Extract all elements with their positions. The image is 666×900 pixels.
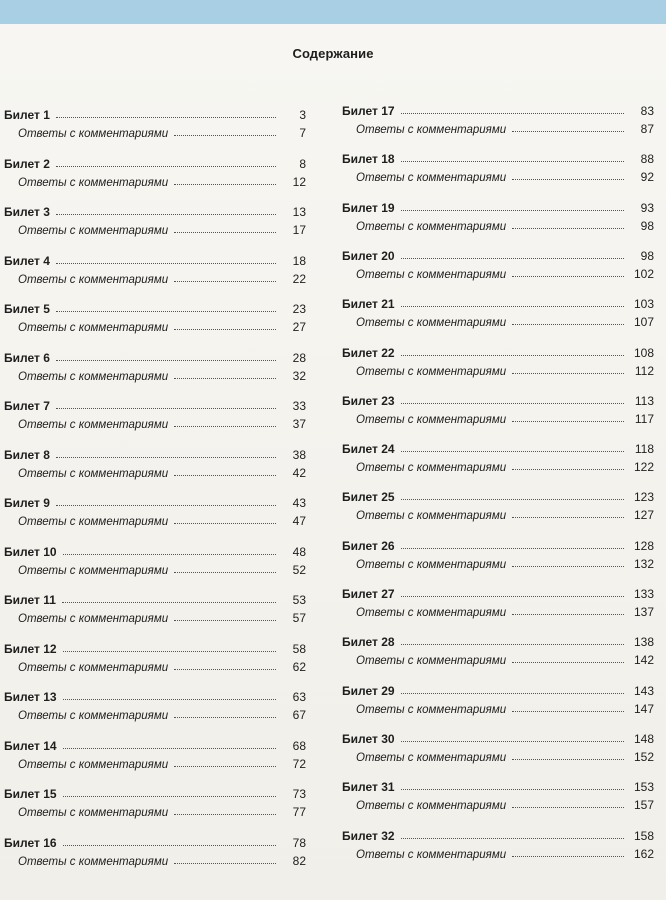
toc-entry (342, 390, 654, 430)
answers-label: Ответы с комментариями (356, 703, 507, 716)
answers-page-number: 17 (292, 223, 306, 237)
toc-answers-line (342, 649, 654, 667)
ticket-page-number: 78 (292, 835, 306, 850)
ticket-label: Билет 8 (4, 447, 50, 462)
toc-answers-line (4, 510, 306, 528)
answers-label: Ответы с комментариями (18, 322, 169, 334)
dot-leader (174, 425, 276, 427)
ticket-label: Билет 15 (4, 787, 57, 801)
dot-leader (512, 758, 624, 760)
answers-label: Ответы с комментариями (18, 613, 169, 625)
dot-leader (401, 257, 624, 259)
toc-entry (4, 638, 306, 678)
toc-entry (4, 395, 306, 435)
answers-page-number: 42 (292, 465, 306, 480)
ticket-page-number: 13 (292, 205, 306, 219)
toc-entry (342, 100, 654, 140)
toc-answers-line (4, 704, 306, 722)
toc-answers-line (342, 408, 654, 426)
answers-label: Ответы с комментариями (18, 855, 169, 868)
dot-leader (512, 227, 624, 229)
ticket-page-number: 8 (299, 156, 306, 171)
answers-label: Ответы с комментариями (18, 564, 169, 577)
toc-ticket-line (4, 589, 306, 607)
toc-entry (4, 250, 306, 290)
toc-entry (4, 153, 306, 193)
dot-leader (401, 595, 624, 597)
toc-ticket-line (342, 438, 654, 456)
answers-page-number: 67 (292, 708, 306, 722)
dot-leader (401, 498, 624, 500)
dot-leader (512, 178, 624, 180)
dot-leader (401, 547, 624, 549)
dot-leader (512, 613, 624, 615)
dot-leader (56, 262, 276, 264)
ticket-label: Билет 22 (342, 345, 395, 360)
dot-leader (63, 553, 276, 555)
toc-answers-line (342, 215, 654, 233)
toc-entry (4, 832, 306, 872)
answers-page-number: 98 (640, 218, 654, 233)
answers-page-number: 7 (299, 126, 306, 140)
ticket-label: Билет 6 (4, 350, 50, 365)
answers-page-number: 82 (292, 853, 306, 868)
toc-entry (342, 438, 654, 478)
toc-ticket-line (4, 104, 306, 122)
dot-leader (401, 402, 624, 404)
ticket-page-number: 33 (292, 399, 306, 413)
dot-leader (56, 359, 276, 361)
toc-entry (4, 541, 306, 581)
answers-page-number: 62 (292, 659, 306, 674)
toc-answers-line (342, 360, 654, 378)
toc-entry (4, 783, 306, 823)
answers-label: Ответы с комментариями (18, 710, 169, 722)
ticket-page-number: 73 (292, 787, 306, 801)
toc-entry (342, 728, 654, 768)
toc-ticket-line (4, 492, 306, 510)
toc-ticket-line (342, 245, 654, 263)
page-title: Содержание (292, 46, 374, 61)
dot-leader (512, 468, 624, 470)
answers-label: Ответы с комментариями (356, 751, 507, 764)
toc-entry (4, 492, 306, 532)
toc-entry (342, 680, 654, 720)
answers-label: Ответы с комментариями (356, 172, 507, 185)
answers-label: Ответы с комментариями (18, 225, 169, 237)
ticket-label: Билет 1 (4, 108, 50, 122)
ticket-label: Билет 12 (4, 641, 57, 656)
answers-label: Ответы с комментариями (356, 124, 507, 136)
dot-leader (174, 474, 276, 476)
ticket-label: Билет 4 (4, 253, 50, 268)
answers-label: Ответы с комментариями (356, 848, 507, 861)
ticket-page-number: 128 (633, 538, 654, 553)
toc-ticket-line (4, 444, 306, 462)
ticket-page-number: 118 (634, 442, 654, 457)
dot-leader (512, 130, 624, 132)
dot-leader (401, 305, 624, 307)
answers-page-number: 92 (640, 170, 654, 185)
answers-page-number: 117 (634, 411, 654, 426)
toc-answers-line (4, 656, 306, 674)
answers-label: Ответы с комментариями (356, 510, 507, 523)
answers-page-number: 87 (640, 122, 654, 136)
ticket-label: Билет 18 (342, 152, 395, 167)
ticket-page-number: 103 (633, 297, 654, 312)
toc-ticket-line (4, 250, 306, 268)
ticket-label: Билет 7 (4, 399, 50, 413)
dot-leader (401, 643, 624, 645)
toc-answers-line (4, 171, 306, 189)
dot-leader (512, 710, 624, 712)
toc-answers-line (4, 219, 306, 237)
answers-page-number: 152 (633, 749, 654, 764)
ticket-page-number: 98 (640, 248, 654, 263)
answers-label: Ответы с комментариями (356, 462, 507, 475)
ticket-page-number: 38 (292, 447, 306, 462)
toc-answers-line (4, 753, 306, 771)
dot-leader (174, 377, 276, 379)
ticket-page-number: 148 (633, 731, 654, 746)
dot-leader (174, 765, 276, 767)
answers-page-number: 137 (633, 605, 654, 619)
ticket-page-number: 108 (633, 345, 654, 360)
toc-answers-line (342, 456, 654, 474)
dot-leader (174, 328, 276, 330)
toc-entry (342, 148, 654, 188)
toc-ticket-line (342, 100, 654, 118)
ticket-page-number: 3 (299, 108, 306, 122)
answers-page-number: 107 (633, 315, 654, 330)
answers-page-number: 132 (633, 556, 654, 571)
answers-label: Ответы с комментариями (18, 370, 169, 383)
ticket-page-number: 48 (292, 544, 306, 559)
dot-leader (174, 668, 276, 670)
answers-page-number: 127 (633, 508, 654, 523)
toc-answers-line (4, 413, 306, 431)
toc-ticket-line (4, 735, 306, 753)
dot-leader (63, 650, 276, 652)
toc-entry (342, 535, 654, 575)
answers-label: Ответы с комментариями (18, 176, 169, 189)
ticket-label: Билет 23 (342, 393, 395, 408)
dot-leader (174, 571, 276, 573)
dot-leader (401, 692, 624, 694)
ticket-page-number: 153 (633, 780, 654, 795)
dot-leader (401, 209, 624, 211)
ticket-page-number: 123 (633, 490, 654, 505)
dot-leader (512, 420, 624, 422)
answers-label: Ответы с комментариями (356, 220, 507, 233)
toc-entry (342, 197, 654, 237)
toc-ticket-line (4, 686, 306, 704)
toc-ticket-line (342, 825, 654, 843)
answers-label: Ответы с комментариями (356, 268, 507, 281)
toc-entry (4, 444, 306, 484)
ticket-label: Билет 13 (4, 690, 57, 704)
top-edge-band (0, 0, 666, 25)
ticket-label: Билет 24 (342, 442, 395, 457)
toc-answers-line (342, 843, 654, 861)
ticket-label: Билет 19 (342, 200, 395, 215)
answers-page-number: 142 (633, 653, 654, 668)
toc-answers-line (342, 553, 654, 571)
toc-ticket-line (4, 783, 306, 801)
dot-leader (512, 855, 624, 857)
toc-entry (342, 342, 654, 382)
toc-ticket-line (4, 638, 306, 656)
dot-leader (512, 516, 624, 518)
ticket-label: Билет 30 (342, 731, 395, 746)
answers-page-number: 102 (633, 266, 654, 281)
dot-leader (512, 372, 624, 374)
dot-leader (174, 183, 276, 185)
dot-leader (56, 407, 276, 409)
toc-entry (4, 686, 306, 726)
ticket-label: Билет 31 (342, 780, 395, 795)
ticket-label: Билет 26 (342, 538, 395, 553)
ticket-label: Билет 3 (4, 205, 50, 219)
answers-label: Ответы с комментариями (356, 607, 507, 619)
toc-answers-line (342, 794, 654, 812)
answers-label: Ответы с комментариями (18, 419, 169, 431)
answers-label: Ответы с комментариями (356, 558, 507, 571)
ticket-page-number: 143 (633, 683, 654, 698)
answers-label: Ответы с комментариями (18, 661, 169, 674)
dot-leader (56, 116, 276, 118)
ticket-page-number: 133 (633, 587, 654, 601)
dot-leader (174, 862, 276, 864)
toc-entry (342, 245, 654, 285)
ticket-label: Билет 25 (342, 490, 395, 505)
toc-answers-line (342, 166, 654, 184)
toc-ticket-line (4, 201, 306, 219)
dot-leader (401, 740, 624, 742)
answers-label: Ответы с комментариями (18, 807, 169, 819)
toc-ticket-line (342, 293, 654, 311)
ticket-page-number: 83 (640, 104, 654, 118)
toc-answers-line (4, 559, 306, 577)
answers-page-number: 37 (292, 417, 306, 431)
dot-leader (62, 601, 276, 603)
toc-ticket-line (342, 148, 654, 166)
ticket-label: Билет 2 (4, 156, 50, 171)
toc-ticket-line (342, 728, 654, 746)
answers-page-number: 147 (633, 701, 654, 716)
toc-ticket-line (4, 153, 306, 171)
dot-leader (512, 661, 624, 663)
answers-page-number: 12 (292, 174, 306, 189)
ticket-page-number: 88 (640, 152, 654, 167)
ticket-page-number: 68 (292, 738, 306, 753)
dot-leader (401, 450, 624, 452)
toc-answers-line (342, 601, 654, 619)
ticket-label: Билет 17 (342, 104, 395, 118)
dot-leader (174, 813, 276, 815)
toc-answers-line (4, 268, 306, 286)
ticket-page-number: 113 (634, 393, 654, 408)
ticket-label: Билет 21 (342, 297, 395, 312)
dot-leader (174, 716, 276, 718)
toc-answers-line (342, 698, 654, 716)
ticket-page-number: 63 (292, 690, 306, 704)
toc-answers-line (4, 801, 306, 819)
toc-entry (342, 776, 654, 816)
ticket-label: Билет 20 (342, 248, 395, 263)
toc-entry (342, 583, 654, 623)
toc-answers-line (342, 504, 654, 522)
answers-label: Ответы с комментариями (18, 128, 169, 140)
answers-label: Ответы с комментариями (356, 413, 507, 426)
answers-page-number: 72 (292, 756, 306, 771)
answers-label: Ответы с комментариями (356, 800, 507, 813)
answers-page-number: 77 (292, 805, 306, 819)
toc-answers-line (4, 850, 306, 868)
ticket-label: Билет 14 (4, 738, 57, 753)
dot-leader (401, 112, 624, 114)
answers-page-number: 32 (292, 368, 306, 383)
ticket-page-number: 158 (633, 828, 654, 843)
dot-leader (401, 837, 624, 839)
dot-leader (63, 747, 276, 749)
answers-page-number: 27 (292, 320, 306, 334)
answers-page-number: 122 (633, 460, 654, 475)
toc-entry (4, 201, 306, 241)
dot-leader (174, 280, 276, 282)
toc-entry (4, 589, 306, 629)
toc-ticket-line (342, 583, 654, 601)
toc-entry (4, 298, 306, 338)
toc-answers-line (4, 316, 306, 334)
dot-leader (512, 275, 624, 277)
answers-page-number: 157 (633, 798, 654, 813)
toc-entry (342, 631, 654, 671)
dot-leader (512, 565, 624, 567)
toc-ticket-line (342, 342, 654, 360)
toc-ticket-line (4, 541, 306, 559)
dot-leader (56, 456, 276, 458)
dot-leader (174, 231, 276, 233)
toc-ticket-line (342, 680, 654, 698)
dot-leader (401, 354, 624, 356)
answers-label: Ответы с комментариями (356, 655, 507, 668)
answers-label: Ответы с комментариями (18, 467, 169, 480)
ticket-label: Билет 28 (342, 635, 395, 650)
toc-entry (342, 486, 654, 526)
ticket-page-number: 23 (292, 302, 306, 316)
toc-answers-line (342, 118, 654, 136)
ticket-label: Билет 5 (4, 302, 50, 316)
dot-leader (401, 788, 624, 790)
dot-leader (63, 844, 276, 846)
dot-leader (174, 522, 276, 524)
toc-ticket-line (4, 347, 306, 365)
toc-entry (342, 825, 654, 865)
toc-answers-line (342, 311, 654, 329)
toc-answers-line (342, 746, 654, 764)
ticket-label: Билет 29 (342, 683, 395, 698)
dot-leader (56, 165, 276, 167)
toc-answers-line (342, 263, 654, 281)
ticket-label: Билет 16 (4, 835, 57, 850)
answers-label: Ответы с комментариями (356, 317, 507, 330)
answers-page-number: 57 (292, 611, 306, 625)
ticket-page-number: 93 (640, 200, 654, 215)
answers-label: Ответы с комментариями (18, 758, 169, 771)
ticket-label: Билет 32 (342, 828, 395, 843)
answers-page-number: 52 (292, 562, 306, 577)
dot-leader (512, 323, 624, 325)
toc-answers-line (4, 607, 306, 625)
toc-ticket-line (342, 776, 654, 794)
toc-entry (4, 735, 306, 775)
toc-answers-line (4, 462, 306, 480)
dot-leader (512, 806, 624, 808)
toc-entry (342, 293, 654, 333)
answers-label: Ответы с комментариями (18, 516, 169, 528)
dot-leader (56, 213, 276, 215)
ticket-label: Билет 10 (4, 544, 57, 559)
ticket-page-number: 43 (292, 496, 306, 510)
dot-leader (401, 160, 624, 162)
dot-leader (63, 795, 276, 797)
ticket-page-number: 53 (292, 593, 306, 607)
dot-leader (63, 698, 276, 700)
toc-answers-line (4, 365, 306, 383)
toc-ticket-line (342, 535, 654, 553)
answers-page-number: 162 (633, 846, 654, 861)
ticket-label: Билет 27 (342, 587, 395, 601)
answers-page-number: 47 (292, 514, 306, 528)
answers-page-number: 112 (634, 363, 654, 378)
toc-ticket-line (4, 395, 306, 413)
toc-answers-line (4, 122, 306, 140)
ticket-page-number: 18 (292, 253, 306, 268)
ticket-page-number: 58 (292, 641, 306, 656)
toc-ticket-line (342, 390, 654, 408)
dot-leader (174, 134, 276, 136)
ticket-label: Билет 11 (4, 593, 56, 607)
toc-entry (4, 104, 306, 144)
toc-ticket-line (342, 486, 654, 504)
ticket-page-number: 28 (292, 350, 306, 365)
dot-leader (174, 619, 276, 621)
toc-ticket-line (4, 832, 306, 850)
answers-page-number: 22 (292, 271, 306, 286)
answers-label: Ответы с комментариями (18, 273, 169, 286)
toc-ticket-line (342, 631, 654, 649)
dot-leader (56, 504, 276, 506)
dot-leader (56, 310, 276, 312)
ticket-label: Билет 9 (4, 496, 50, 510)
answers-label: Ответы с комментариями (356, 365, 507, 378)
ticket-page-number: 138 (633, 635, 654, 650)
toc-ticket-line (342, 197, 654, 215)
toc-ticket-line (4, 298, 306, 316)
toc-entry (4, 347, 306, 387)
